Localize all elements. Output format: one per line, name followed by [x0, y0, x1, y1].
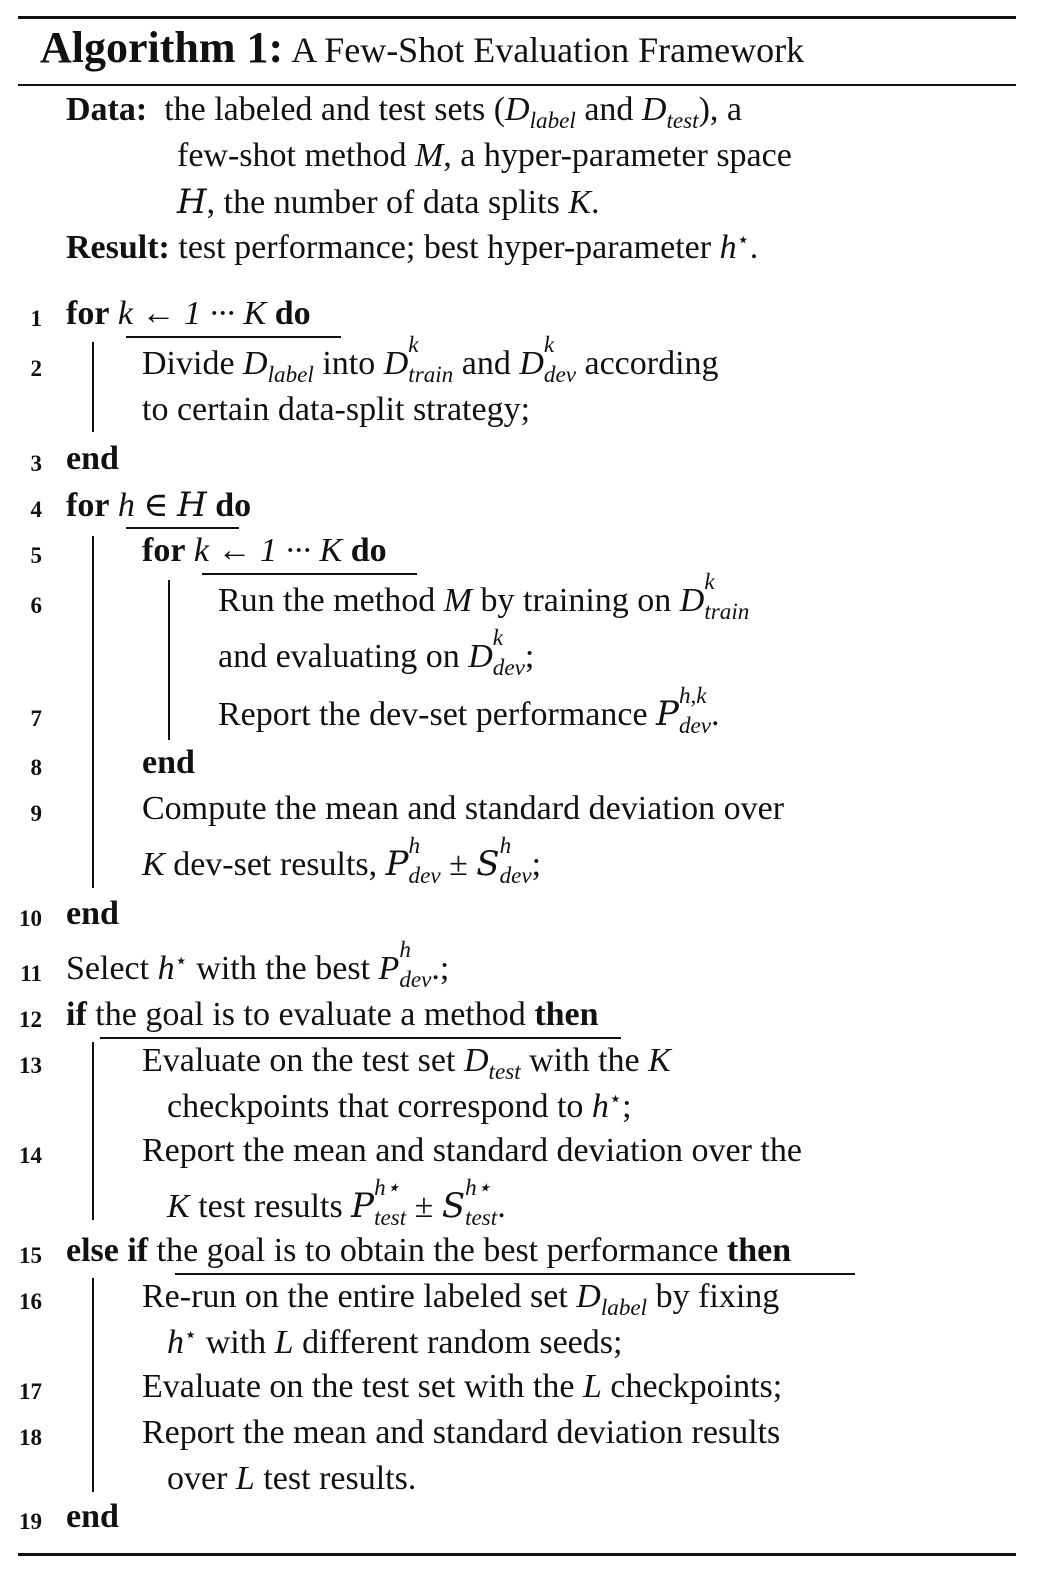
block-bar-if-12 — [92, 1042, 94, 1220]
block-bar-for-1 — [92, 342, 94, 432]
line-number-3: 3 — [30, 451, 42, 476]
line-13-continued: checkpoints that correspond to h⋆; — [167, 1086, 632, 1125]
bottom-rule — [18, 1553, 1016, 1556]
line-number-13: 13 — [19, 1053, 42, 1078]
line-number-12: 12 — [19, 1007, 42, 1032]
line-3: end — [66, 440, 119, 477]
line-9-continued: K dev-set results, P h dev ± S h dev; — [142, 833, 542, 889]
line-17: Evaluate on the test set with the L checkpoints; — [142, 1368, 783, 1405]
line-14-continued: K test results P h⋆ test ± S h⋆ test. — [167, 1175, 506, 1231]
line-2: Divide $D_{label}$ into D k train and D k dev according — [142, 332, 719, 388]
block-bar-for-4 — [92, 536, 94, 888]
data-line-3: H, the number of data splits K. — [177, 182, 600, 222]
line-number-17: 17 — [19, 1379, 42, 1404]
line-number-4: 4 — [30, 497, 42, 522]
condition-underline-5 — [202, 573, 417, 575]
algorithm-name: A Few-Shot Evaluation Framework — [291, 30, 805, 70]
line-16: Re-run on the entire labeled set $D_{label}$ by fixing — [142, 1278, 780, 1321]
line-number-7: 7 — [30, 706, 42, 731]
line-18: Report the mean and standard deviation results — [142, 1414, 781, 1451]
line-5: for k ← 1 ··· K do — [142, 532, 387, 569]
line-6: Run the method M by training on D k train — [218, 569, 750, 625]
line-number-19: 19 — [19, 1509, 42, 1534]
algorithm-label: Algorithm 1: — [40, 23, 284, 72]
line-number-8: 8 — [30, 755, 42, 780]
line-7: Report the dev-set performance P h,k dev. — [218, 683, 720, 739]
data-line-2: few-shot method M, a hyper-parameter space — [177, 137, 792, 174]
line-number-6: 6 — [30, 593, 42, 618]
result-line: Result: test performance; best hyper-parameter h⋆. — [66, 227, 759, 266]
line-18-continued: over L test results. — [167, 1460, 417, 1497]
line-1: for k ← 1 ··· K do — [66, 295, 311, 332]
top-rule — [18, 16, 1016, 19]
title-rule — [18, 84, 1016, 86]
line-number-18: 18 — [19, 1425, 42, 1450]
line-8: end — [142, 744, 195, 781]
line-number-9: 9 — [30, 801, 42, 826]
line-19: end — [66, 1498, 119, 1535]
line-6-continued: and evaluating on D k dev; — [218, 625, 535, 681]
line-4: for h ∈ H do — [66, 485, 252, 525]
line-number-16: 16 — [19, 1289, 42, 1314]
line-number-15: 15 — [19, 1243, 42, 1268]
line-12: if the goal is to evaluate a method then — [66, 996, 599, 1033]
line-number-14: 14 — [19, 1143, 42, 1168]
line-number-11: 11 — [20, 961, 42, 986]
algorithm-title — [40, 22, 804, 78]
line-2-continued: to certain data-split strategy; — [142, 391, 531, 428]
line-number-10: 10 — [19, 906, 42, 931]
data-line-1: Data: the labeled and test sets ($D_{label}$ and $D_{test}$), a — [66, 91, 742, 134]
line-14: Report the mean and standard deviation over the — [142, 1132, 802, 1169]
block-bar-else-15 — [92, 1278, 94, 1492]
line-9: Compute the mean and standard deviation over — [142, 790, 785, 827]
line-number-2: 2 — [30, 356, 42, 381]
line-16-continued: h⋆ with L different random seeds; — [167, 1322, 623, 1361]
line-13: Evaluate on the test set $D_{test}$ with the K — [142, 1042, 671, 1085]
line-15: else if the goal is to obtain the best performance then — [66, 1232, 792, 1269]
line-10: end — [66, 895, 119, 932]
block-bar-for-5 — [168, 580, 170, 740]
line-number-5: 5 — [30, 543, 42, 568]
line-number-1: 1 — [30, 306, 42, 331]
line-11: Select h⋆ with the best P h dev.; — [66, 937, 450, 993]
condition-underline-1 — [126, 336, 341, 338]
